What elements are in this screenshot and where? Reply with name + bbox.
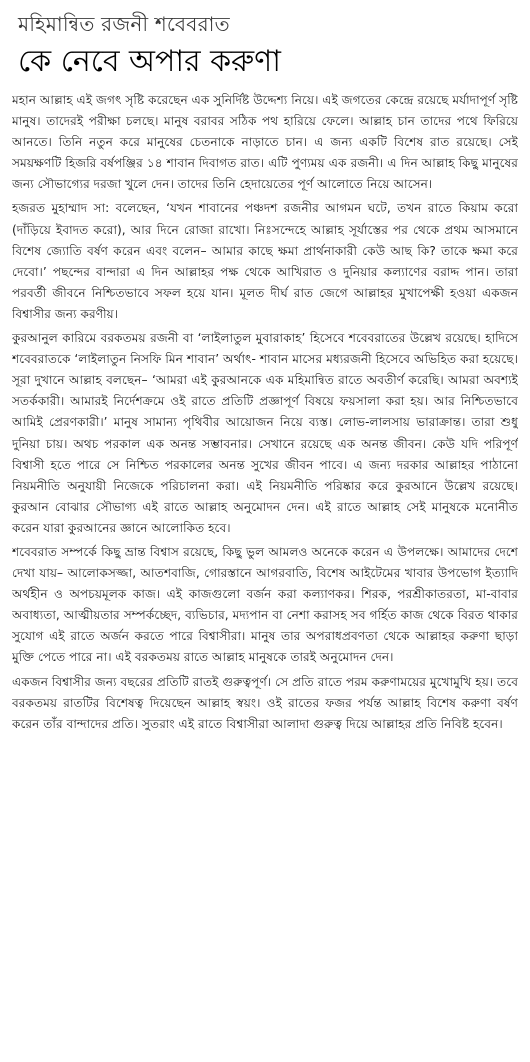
article-paragraph-2: হজরত মুহাম্মাদ সা: বলেছেন, ‘যখন শাবানের পঞ্চদশ রজনীর আগমন ঘটে, তখন রাতে কিয়াম করো (দাঁড়িয়ে ইবাদত করো), আর দিনে রোজা রাখো। নিঃসন্দেহে আল্লাহ সূর্যাস্তের পর থেকে প্রথম আসমানে বিশেষ জ্যোতি বর্ষণ করেন এবং বলেন– আমার কাছে ক্ষমা প্রার্থনাকারী কেউ আছ কি? তাকে ক্ষমা করে দেবো।’ পছন্দের বান্দারা এ দিন আল্লাহর পক্ষ থেকে আখিরাত ও দুনিয়ার কল্যাণের বরাদ্দ পান। তারা পরবর্তী জীবনে নিশ্চিতভাবে সফল হয়ে যান। মূলত দীর্ঘ রাত জেগে আল্লাহর মুখাপেক্ষী হওয়া একজন বিশ্বাসীর জন্য করণীয়। — [12, 201, 518, 321]
article-body — [12, 90, 518, 735]
article-paragraph-3: কুরআনুল কারিমে বরকতময় রজনী বা ‘লাইলাতুল মুবারাকাহ’ হিসেবে শবেবরাতের উল্লেখ রয়েছে। হাদিসে শবেবরাতকে ‘লাইলাতুন নিসফি মিন শাবান’ অর্থাৎ- শাবান মাসের মধ্যরজনী হিসেবে অভিহিত করা হয়েছে। সূরা দুখানে আল্লাহ বলছেন– ‘আমরা এই কুরআনকে এক মহিমান্বিত রাতে অবতীর্ণ করেছি। আমরা অবশ্যই সতর্ককারী। আমারই নির্দেশক্রমে ওই রাতে প্রতিটি প্রজ্ঞাপূর্ণ বিষয়ে ফয়সালা করা হয়। আর নিশ্চিতভাবে আমিই প্রেরণকারী।’ মানুষ সামান্য পৃথিবীর আয়োজন নিয়ে ব্যস্ত। লোভ-লালসায় ভারাক্রান্ত। তারা শুধু দুনিয়া চায়। অথচ পরকাল এক অনন্ত সম্ভাবনার। সেখানে রয়েছে এক অনন্ত জীবন। কেউ যদি পরিপূর্ণ বিশ্বাসী হতে পারে সে নিশ্চিত পরকালের অনন্ত সুখের জীবন পাবে। এ জন্য দরকার আল্লাহর পাঠানো নিয়মনীতি অনুযায়ী নিজেকে পরিচালনা করা। এই নিয়মনীতি পরিষ্কার করে কুরআনে উল্লেখ রয়েছে। কুরআন বোঝার সৌভাগ্য এই রাতে আল্লাহ অনুমোদন দেন। এই রাতে আল্লাহ সেই মানুষকে মনোনীত করেন যারা কুরআনের জ্ঞানে আলোকিত হবে। — [12, 331, 518, 535]
article-paragraph-1: মহান আল্লাহ এই জগৎ সৃষ্টি করেছেন এক সুনির্দিষ্ট উদ্দেশ্য নিয়ে। এই জগতের কেন্দ্রে রয়েছে মর্যাদাপূর্ণ সৃষ্টি মানুষ। তাদেরই পরীক্ষা চলছে। মানুষ বরাবর সঠিক পথ হারিয়ে ফেলে। আল্লাহ চান তাদের পথে ফিরিয়ে আনতে। তিনি নতুন করে মানুষের চেতনাকে নাড়াতে চান। এ জন্য একটি বিশেষ রাত রয়েছে। সেই সময়ক্ষণটি হিজরি বর্ষপঞ্জির ১৪ শাবান দিবাগত রাত। এটি পুণ্যময় এক রজনী। এ দিন আল্লাহ কিছু মানুষের জন্য সৌভাগ্যের দরজা খুলে দেন। তাদের তিনি হেদায়েতের পূর্ণ আলোতে নিয়ে আসেন। — [12, 93, 518, 192]
article-paragraph-4: শবেবরাত সম্পর্কে কিছু ভ্রান্ত বিশ্বাস রয়েছে, কিছু ভুল আমলও অনেকে করেন এ উপলক্ষে। আমাদের দেশে দেখা যায়– আলোকসজ্জা, আতশবাজি, গোরস্তানে আগরবাতি, বিশেষ আইটেমের খাবার উপভোগ ইত্যাদি অর্থহীন ও অপচয়মূলক কাজ। এই কাজগুলো বর্জন করা কল্যাণকর। শিরক, পরশ্রীকাতরতা, মা-বাবার অবাধ্যতা, আত্মীয়তার সম্পর্কচ্ছেদ, ব্যভিচার, মদ্যপান বা নেশা করাসহ সব গর্হিত কাজ থেকে বিরত থাকার সুযোগ এই রাতে অর্জন করতে পারে বিশ্বাসীরা। মানুষ তার অপরাধপ্রবণতা থেকে আল্লাহর করুণা ছাড়া মুক্তি পেতে পারে না। এই বরকতময় রাতে আল্লাহ মানুষকে তারই অনুমোদন দেন। — [12, 544, 518, 665]
article-kicker: মহিমান্বিত রজনী শবেবরাত — [18, 12, 230, 36]
article-headline: কে নেবে অপার করুণা — [18, 44, 281, 79]
article-paragraph-5: একজন বিশ্বাসীর জন্য বছরের প্রতিটি রাতই গুরুত্বপূর্ণ। সে প্রতি রাতে পরম করুণাময়ের মুখোমুখি হয়। তবে বরকতময় রাতটির বিশেষত্ব দিয়েছেন আল্লাহ স্বয়ং। ওই রাতের ফজর পর্যন্ত আল্লাহ বিশেষ করুণা বর্ষণ করেন তাঁর বান্দাদের প্রতি। সুতরাং এই রাতে বিশ্বাসীরা আলাদা গুরুত্ব দিয়ে আল্লাহর প্রতি নিবিষ্ট হবেন। — [12, 674, 518, 731]
newspaper-article — [12, 10, 518, 1055]
